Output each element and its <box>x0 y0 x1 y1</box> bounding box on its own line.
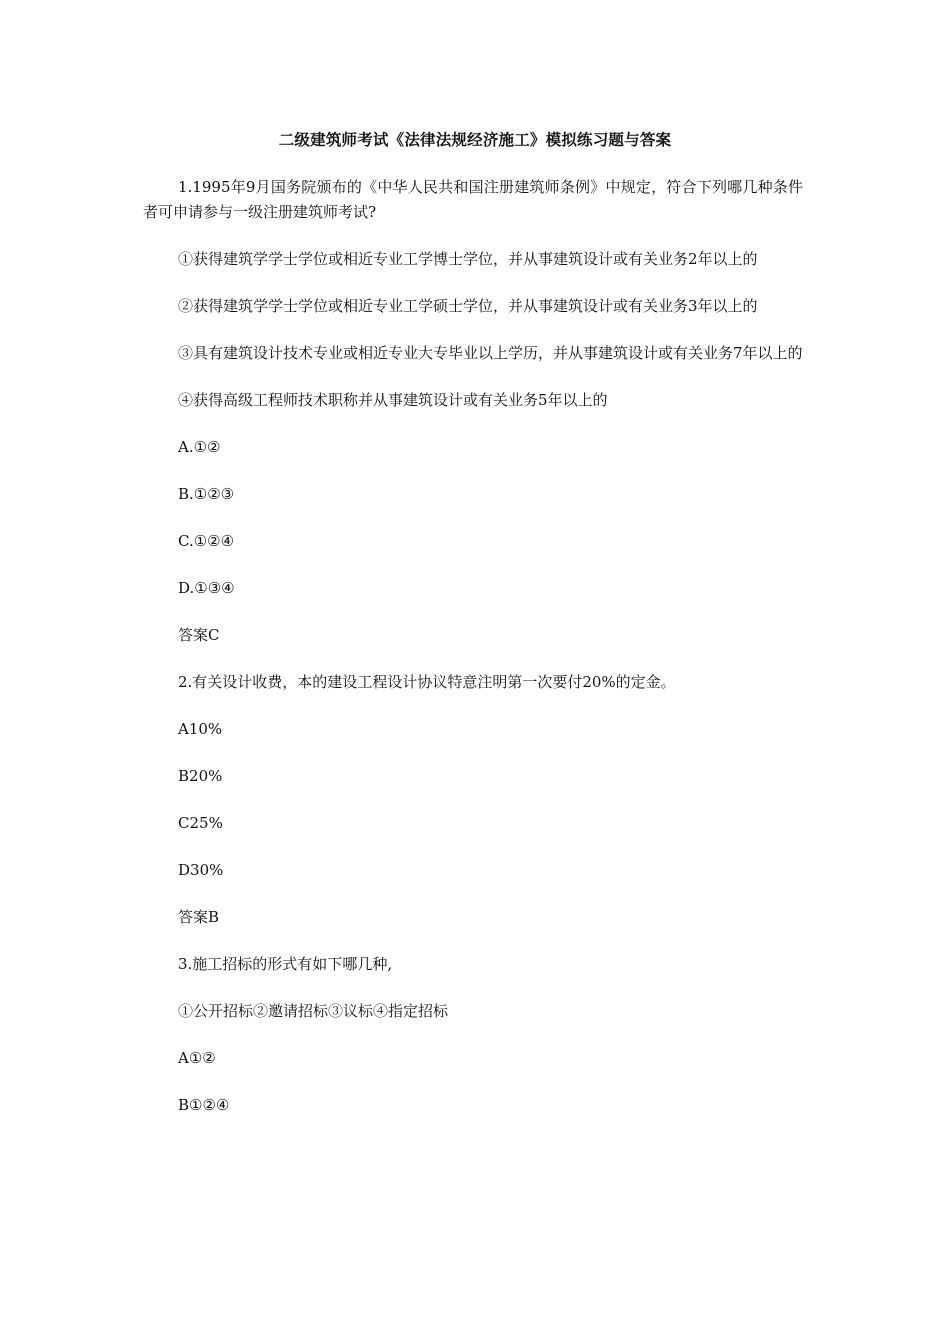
question-1-answer: 答案C <box>178 626 220 644</box>
question-1-condition-1: ①获得建筑学学士学位或相近专业工学博士学位，并从事建筑设计或有关业务2年以上的 <box>178 250 758 268</box>
question-3-stem: 3.施工招标的形式有如下哪几种, <box>178 955 393 973</box>
question-1-option-d: D.①③④ <box>178 579 235 597</box>
question-3-option-a: A①② <box>178 1049 216 1067</box>
question-2-option-a: A10% <box>178 720 223 738</box>
question-3-option-b: B①②④ <box>178 1096 230 1114</box>
question-2-answer: 答案B <box>178 908 220 926</box>
question-2-option-d: D30% <box>178 861 224 879</box>
question-2-option-c: C25% <box>178 814 223 832</box>
question-1-condition-4: ④获得高级工程师技术职称并从事建筑设计或有关业务5年以上的 <box>178 391 608 409</box>
question-1-condition-2: ②获得建筑学学士学位或相近专业工学硕士学位，并从事建筑设计或有关业务3年以上的 <box>178 297 758 315</box>
question-2-option-b: B20% <box>178 767 223 785</box>
question-3-items: ①公开招标②邀请招标③议标④指定招标 <box>178 1002 449 1020</box>
question-1-option-b: B.①②③ <box>178 485 235 503</box>
question-1-stem: 1.1995年9月国务院颁布的《中华人民共和国注册建筑师条例》中规定，符合下列哪几种条件者可申请参与一级注册建筑师考试? <box>143 178 803 221</box>
document-title: 二级建筑师考试《法律法规经济施工》模拟练习题与答案 <box>278 130 672 149</box>
question-1-option-a: A.①② <box>178 438 221 456</box>
question-1-condition-3: ③具有建筑设计技术专业或相近专业大专毕业以上学历，并从事建筑设计或有关业务7年以上的 <box>178 344 803 362</box>
question-1-option-c: C.①②④ <box>178 532 235 550</box>
document-body <box>143 175 803 1140</box>
question-2-stem: 2.有关设计收费，本的建设工程设计协议特意注明第一次要付20%的定金。 <box>178 673 676 691</box>
